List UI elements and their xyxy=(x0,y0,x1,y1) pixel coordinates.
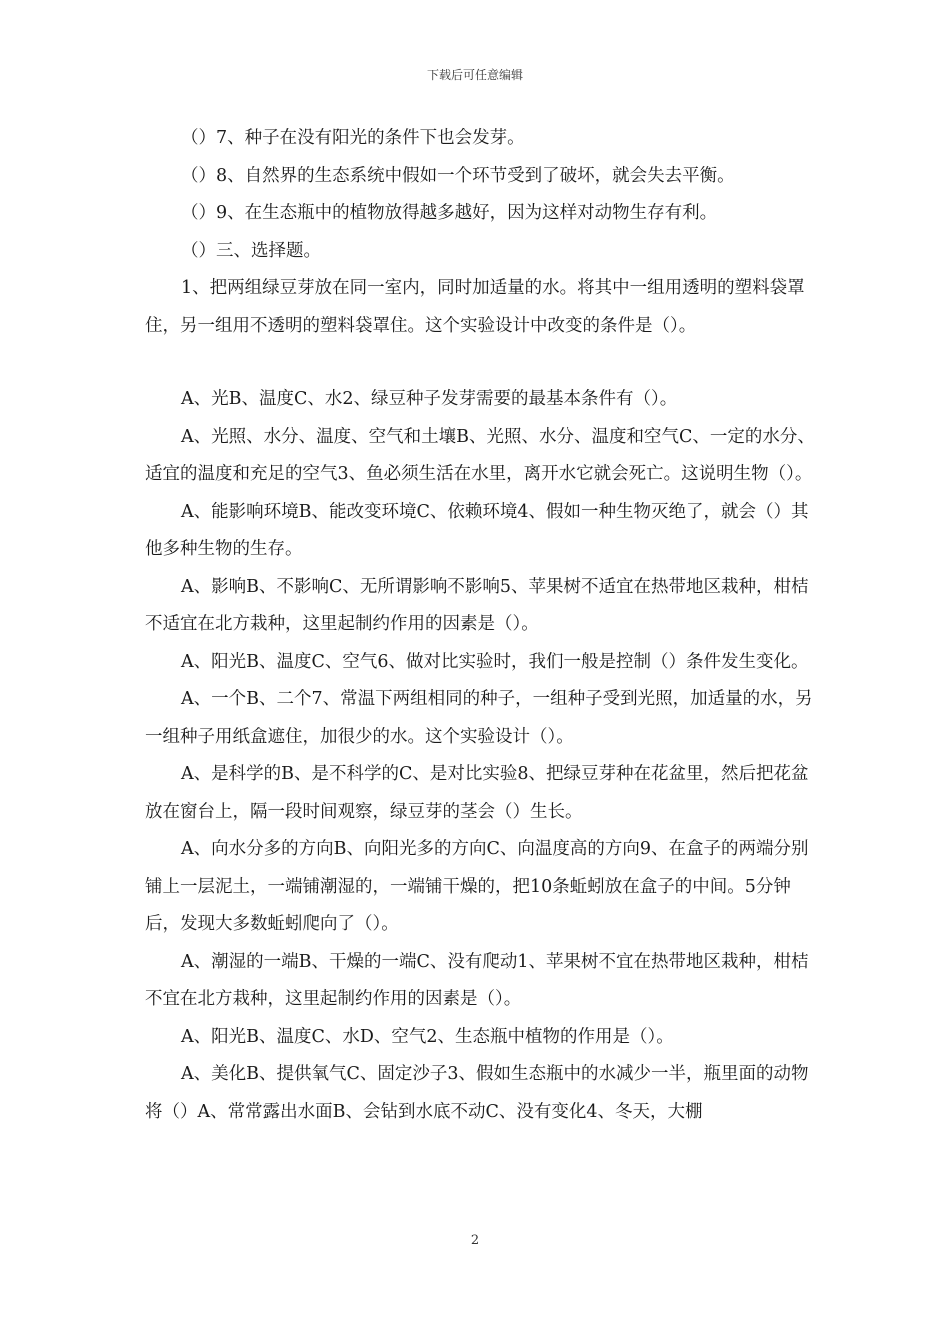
paragraph: A、一个B、二个7、常温下两组相同的种子，一组种子受到光照，加适量的水，另一组种子用纸盒遮住，加很少的水。这个实验设计（）。 xyxy=(145,689,813,747)
paragraph: A、潮湿的一端B、干燥的一端C、没有爬动1、苹果树不宜在热带地区栽种，柑桔不宜在北方栽种，这里起制约作用的因素是（）。 xyxy=(145,951,809,1009)
paragraph: A、光B、温度C、水2、绿豆种子发芽需要的最基本条件有（）。 xyxy=(181,389,678,409)
paragraph: （）8、自然界的生态系统中假如一个环节受到了破坏，就会失去平衡。 xyxy=(181,165,735,186)
paragraph-gap xyxy=(145,345,817,381)
paragraph: A、影响B、不影响C、无所谓影响不影响5、苹果树不适宜在热带地区栽种，柑桔不适宜在北方栽种，这里起制约作用的因素是（）。 xyxy=(145,576,809,634)
paragraph: A、美化B、提供氧气C、固定沙子3、假如生态瓶中的水减少一半，瓶里面的动物将（）A、常常露出水面B、会钻到水底不动C、没有变化4、冬天，大棚 xyxy=(145,1064,809,1122)
paragraph: A、阳光B、温度C、水D、空气2、生态瓶中植物的作用是（）。 xyxy=(181,1026,674,1047)
paragraph: （）9、在生态瓶中的植物放得越多越好，因为这样对动物生存有利。 xyxy=(181,203,718,223)
page-number: 2 xyxy=(470,1233,480,1248)
paragraph: A、向水分多的方向B、向阳光多的方向C、向温度高的方向9、在盒子的两端分别铺上一层泥土，一端铺潮湿的，一端铺干燥的，把10条蚯蚓放在盒子的中间。5分钟后，发现大多数蚯蚓爬向了（）。 xyxy=(145,839,809,934)
paragraph: A、是科学的B、是不科学的C、是对比实验8、把绿豆芽种在花盆里，然后把花盆放在窗台上，隔一段时间观察，绿豆芽的茎会（）生长。 xyxy=(145,764,809,822)
page-header: 下载后可任意编辑 xyxy=(426,68,523,82)
paragraph: A、光照、水分、温度、空气和土壤B、光照、水分、温度和空气C、一定的水分、适宜的温度和充足的空气3、鱼必须生活在水里，离开水它就会死亡。这说明生物（）。 xyxy=(145,426,815,484)
paragraph: A、阳光B、温度C、空气6、做对比实验时，我们一般是控制（）条件发生变化。 xyxy=(181,651,809,672)
paragraph: 1、把两组绿豆芽放在同一室内，同时加适量的水。将其中一组用透明的塑料袋罩住，另一组用不透明的塑料袋罩住。这个实验设计中改变的条件是（）。 xyxy=(145,278,805,336)
paragraph: （）7、种子在没有阳光的条件下也会发芽。 xyxy=(181,128,525,148)
paragraph: A、能影响环境B、能改变环境C、依赖环境4、假如一种生物灭绝了，就会（）其他多种生物的生存。 xyxy=(145,501,809,559)
document-body xyxy=(145,120,817,1131)
paragraph: （）三、选择题。 xyxy=(181,240,321,261)
